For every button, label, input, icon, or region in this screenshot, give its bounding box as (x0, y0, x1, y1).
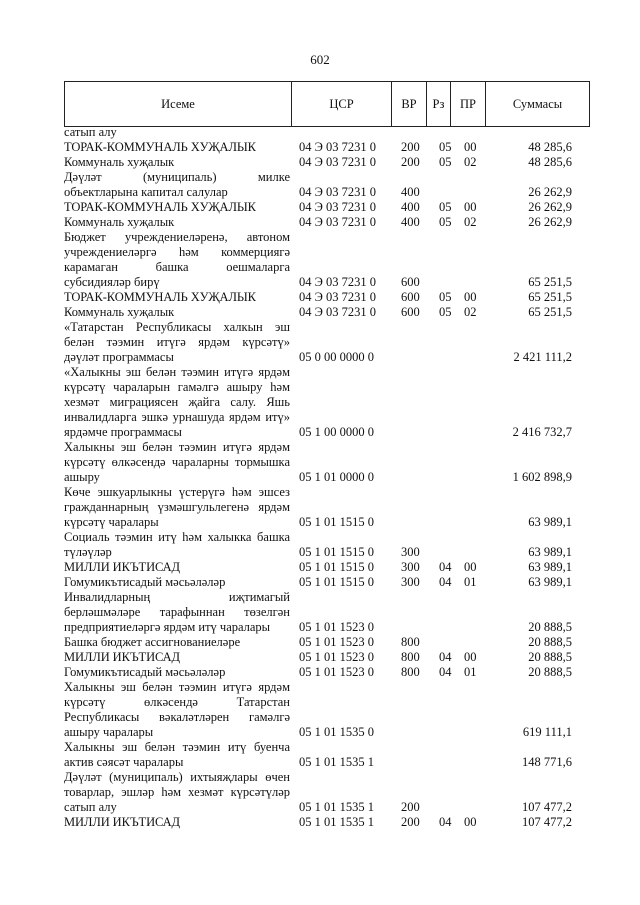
table-row (64, 170, 587, 200)
row-sum: 20 888,5 (528, 620, 572, 634)
row-sum: 2 416 732,7 (512, 425, 572, 439)
table-row (64, 575, 587, 590)
row-csr: 05 1 00 0000 0 (299, 425, 374, 439)
row-sum: 65 251,5 (528, 275, 572, 289)
row-csr: 05 1 01 1523 0 (299, 620, 374, 634)
row-csr: 05 1 01 1515 0 (299, 515, 374, 529)
table-row (64, 440, 587, 485)
row-vr: 300 (401, 575, 420, 589)
row-csr: 04 Э 03 7231 0 (299, 215, 377, 229)
row-csr: 04 Э 03 7231 0 (299, 305, 377, 319)
row-pr: 00 (464, 290, 477, 304)
table-row (64, 815, 587, 830)
row-pr: 00 (464, 200, 477, 214)
row-sum: 20 888,5 (528, 650, 572, 664)
row-name: «Татарстан Республикасы халкын эш белән тәэмин итүгә ярдәм күрсәтү» дәүләт программасы (64, 320, 290, 364)
row-rz: 05 (439, 155, 452, 169)
table-row (64, 560, 587, 575)
row-vr: 800 (401, 665, 420, 679)
row-sum: 63 989,1 (528, 545, 572, 559)
row-pr: 02 (464, 305, 477, 319)
row-name: ТОРАК-КОММУНАЛЬ ХУҖАЛЫК (64, 200, 256, 214)
header-csr: ЦСР (292, 82, 392, 127)
row-rz: 04 (439, 665, 452, 679)
row-sum: 619 111,1 (522, 725, 572, 739)
table-row (64, 665, 587, 680)
table-row (64, 650, 587, 665)
row-name: МИЛЛИ ИКЪТИСАД (64, 815, 180, 829)
row-vr: 600 (401, 275, 420, 289)
table-header (64, 81, 590, 127)
row-csr: 05 1 01 1535 1 (299, 800, 374, 814)
row-csr: 04 Э 03 7231 0 (299, 140, 377, 154)
table-row (64, 215, 587, 230)
table-row (64, 320, 587, 365)
table-row (64, 230, 587, 290)
row-vr: 200 (401, 815, 420, 829)
row-name: Башка бюджет ассигнованиеләре (64, 635, 241, 649)
row-pr: 01 (464, 665, 477, 679)
row-name: Дәүләт (муниципаль) милке объектларына капитал салулар (64, 170, 290, 199)
row-vr: 600 (401, 290, 420, 304)
row-name: Халыкны эш белән тәэмин итүгә ярдәм күрсәтү өлкәсендә Татарстан Республикасы вәкаләтләрен гамәлгә ашыру чаралары (64, 680, 290, 739)
row-pr: 00 (464, 140, 477, 154)
row-pr: 01 (464, 575, 477, 589)
table-row (64, 155, 587, 170)
table-row (64, 200, 587, 215)
row-name: Инвалидларның иҗтимагый берләшмәләре тарафыннан төзелгән предприятиеләргә ярдәм итү чаралары (64, 590, 290, 634)
row-sum: 2 421 111,2 (513, 350, 572, 364)
row-csr: 05 1 01 1523 0 (299, 665, 374, 679)
row-csr: 04 Э 03 7231 0 (299, 290, 377, 304)
row-name: Коммуналь хуҗалык (64, 305, 175, 319)
row-csr: 05 0 00 0000 0 (299, 350, 374, 364)
row-csr: 04 Э 03 7231 0 (299, 155, 377, 169)
row-name: сатып алу (64, 125, 117, 139)
row-vr: 400 (401, 215, 420, 229)
table-row (64, 305, 587, 320)
row-rz: 05 (439, 305, 452, 319)
row-vr: 200 (401, 800, 420, 814)
row-rz: 04 (439, 575, 452, 589)
row-vr: 800 (401, 635, 420, 649)
row-name: Халыкны эш белән тәэмин итү буенча актив сәясәт чаралары (64, 740, 290, 769)
row-name: Көче эшкуарлыкны үстерүгә һәм эшсез гражданнарның үзмәшгульлегенә ярдәм күрсәтү чаралары (64, 485, 290, 529)
table-row (64, 680, 587, 740)
row-rz: 04 (439, 560, 452, 574)
row-vr: 200 (401, 140, 420, 154)
header-rz: Рз (427, 82, 451, 127)
table-row (64, 530, 587, 560)
row-sum: 107 477,2 (522, 800, 572, 814)
row-csr: 04 Э 03 7231 0 (299, 275, 377, 289)
row-pr: 02 (464, 155, 477, 169)
row-sum: 26 262,9 (528, 185, 572, 199)
row-name: МИЛЛИ ИКЪТИСАД (64, 650, 180, 664)
row-name: Халыкны эш белән тәэмин итүгә ярдәм күрсәтү өлкәсендә чараларны тормышка ашыру (64, 440, 290, 484)
row-sum: 26 262,9 (528, 200, 572, 214)
header-pr: ПР (451, 82, 486, 127)
row-rz: 05 (439, 215, 452, 229)
header-sum: Суммасы (486, 82, 590, 127)
row-name: Бюджет учреждениеләренә, автоном учреждениеләргә һәм коммерциягә карамаган башка оешмаларга субсидияләр бирү (64, 230, 290, 289)
row-name: ТОРАК-КОММУНАЛЬ ХУҖАЛЫК (64, 140, 256, 154)
row-csr: 05 1 01 1515 0 (299, 560, 374, 574)
table-row (64, 365, 587, 440)
row-rz: 05 (439, 140, 452, 154)
table-row (64, 740, 587, 770)
row-pr: 02 (464, 215, 477, 229)
row-pr: 00 (464, 815, 477, 829)
table-row (64, 290, 587, 305)
row-name: Гомумикътисадый мәсьәләләр (64, 575, 226, 589)
row-vr: 300 (401, 560, 420, 574)
table-row (64, 485, 587, 530)
row-vr: 400 (401, 200, 420, 214)
row-name: Коммуналь хуҗалык (64, 155, 175, 169)
row-csr: 05 1 01 1515 0 (299, 545, 374, 559)
row-sum: 20 888,5 (528, 665, 572, 679)
row-csr: 05 1 01 0000 0 (299, 470, 374, 484)
header-name: Исеме (65, 82, 292, 127)
row-pr: 00 (464, 650, 477, 664)
row-name: Дәүләт (муниципаль) ихтыяҗлары өчен товарлар, эшләр һәм хезмәт күрсәтүләр сатып алу (64, 770, 290, 814)
row-sum: 63 989,1 (528, 575, 572, 589)
row-sum: 148 771,6 (522, 755, 572, 769)
row-vr: 400 (401, 185, 420, 199)
row-sum: 1 602 898,9 (512, 470, 572, 484)
row-sum: 65 251,5 (528, 290, 572, 304)
row-csr: 05 1 01 1523 0 (299, 635, 374, 649)
row-sum: 20 888,5 (528, 635, 572, 649)
table-row (64, 125, 587, 140)
row-name: Коммуналь хуҗалык (64, 215, 175, 229)
row-sum: 63 989,1 (528, 560, 572, 574)
header-vr: ВР (392, 82, 427, 127)
row-sum: 107 477,2 (522, 815, 572, 829)
row-sum: 63 989,1 (528, 515, 572, 529)
row-vr: 800 (401, 650, 420, 664)
row-pr: 00 (464, 560, 477, 574)
row-csr: 05 1 01 1535 0 (299, 725, 374, 739)
budget-rows (64, 125, 587, 830)
table-row (64, 770, 587, 815)
row-vr: 200 (401, 155, 420, 169)
row-vr: 300 (401, 545, 420, 559)
row-sum: 48 285,6 (528, 140, 572, 154)
row-csr: 04 Э 03 7231 0 (299, 200, 377, 214)
page-number: 602 (310, 52, 330, 67)
row-csr: 04 Э 03 7231 0 (299, 185, 377, 199)
row-csr: 05 1 01 1515 0 (299, 575, 374, 589)
row-name: Гомумикътисадый мәсьәләләр (64, 665, 226, 679)
table-row (64, 590, 587, 635)
row-name: Социаль тәэмин итү һәм халыкка башка түләүләр (64, 530, 290, 559)
row-vr: 600 (401, 305, 420, 319)
row-rz: 05 (439, 290, 452, 304)
row-sum: 26 262,9 (528, 215, 572, 229)
table-row (64, 635, 587, 650)
row-csr: 05 1 01 1523 0 (299, 650, 374, 664)
row-rz: 05 (439, 200, 452, 214)
row-csr: 05 1 01 1535 1 (299, 755, 374, 769)
table-row (64, 140, 587, 155)
row-rz: 04 (439, 650, 452, 664)
row-name: МИЛЛИ ИКЪТИСАД (64, 560, 180, 574)
row-name: ТОРАК-КОММУНАЛЬ ХУҖАЛЫК (64, 290, 256, 304)
row-sum: 65 251,5 (528, 305, 572, 319)
row-sum: 48 285,6 (528, 155, 572, 169)
row-csr: 05 1 01 1535 1 (299, 815, 374, 829)
row-name: «Халыкны эш белән тәэмин итүгә ярдәм күрсәтү чараларын гамәлгә ашыру һәм хезмәт миграциясен җайга салу. Яшь инвалидларга эшкә урнашуда ярдәм итү» ярдәмче программасы (64, 365, 290, 439)
row-rz: 04 (439, 815, 452, 829)
